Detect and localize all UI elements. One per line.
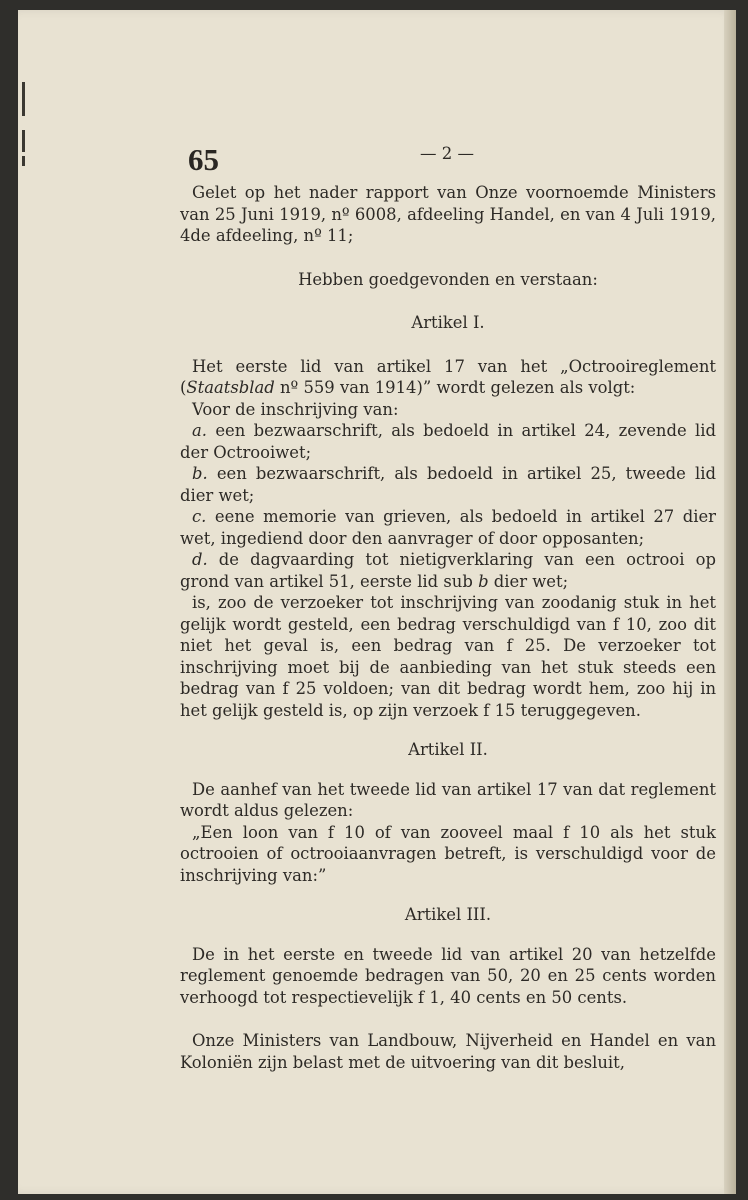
article-1-lead: Voor de inschrijving van:: [192, 399, 399, 419]
list-item-c: [180, 506, 716, 549]
article-1-body: is, zoo de verzoeker tot inschrijving van zoodanig stuk in het gelijk wordt gesteld, een bedrag verschuldigd van f 10, zoo dit niet het geval is, een bedrag van f 25. De verzoeker tot inschrijving moet bij de aanbieding van het stuk steeds een bedrag van f 25 voldoen; van dit bedrag wordt hem, zoo hij in het gelijk gesteld is, op zijn verzoek f 15 teruggegeven.: [180, 593, 716, 720]
article-3-title: Artikel III.: [404, 905, 492, 924]
closing-text: Onze Ministers van Landbouw, Nijverheid en Handel en van Koloniën zijn belast met de uitvoering van dit besluit,: [180, 1031, 716, 1072]
article-1-intro-start: Het eerste lid van artikel 17 van het „Octrooireglement (: [180, 356, 716, 397]
preamble: Gelet op het nader rapport van Onze voornoemde Ministers van 25 Juni 1919, nº 6008, afdeeling Handel, en van 4 Juli 1919, 4de afdeeling, nº 11;: [180, 183, 716, 245]
list-item-a: [180, 420, 716, 463]
document-page: [18, 10, 736, 1194]
item-text: een bezwaarschrift, als bedoeld in artikel 25, tweede lid dier wet;: [180, 464, 716, 505]
body-text: [180, 182, 716, 1073]
list-item-b: [180, 463, 716, 506]
staatsblad-italic: Staatsblad: [186, 378, 275, 397]
article-2-quote: „Een loon van f 10 of van zooveel maal f 10 als het stuk octrooien of octrooiaanvragen betreft, is verschuldigd voor de inschrijving van:”: [180, 822, 716, 885]
item-letter: d.: [192, 550, 208, 569]
decision: Hebben goedgevonden en verstaan:: [298, 269, 598, 289]
item-d-sub: b: [478, 571, 489, 591]
article-3-body: De in het eerste en tweede lid van artikel 20 van hetzelfde reglement genoemde bedragen van 50, 20 en 25 cents worden verhoogd tot respectievelijk f 1, 40 cents en 50 cents.: [180, 944, 716, 1007]
article-1-intro-rest: nº 559 van 1914)” wordt gelezen als volgt:: [274, 378, 636, 397]
item-text: eene memorie van grieven, als bedoeld in artikel 27 dier wet, ingediend door den aanvrager of door opposanten;: [180, 507, 716, 548]
item-letter: a.: [192, 421, 207, 440]
item-d-end: dier wet;: [488, 571, 569, 591]
article-2-intro: De aanhef van het tweede lid van artikel 17 van dat reglement wordt aldus gelezen:: [180, 779, 716, 820]
item-letter: b.: [192, 464, 208, 483]
article-2-title: Artikel II.: [408, 740, 488, 759]
list-item-d: [180, 549, 716, 592]
article-1-title: Artikel I.: [411, 313, 485, 332]
item-text: een bezwaarschrift, als bedoeld in artikel 24, zevende lid der Octrooiwet;: [180, 421, 716, 462]
folio-number: 65: [188, 142, 219, 177]
binding-mark: [22, 82, 25, 116]
item-text: de dagvaarding tot nietigverklaring van een octrooi op grond van artikel 51, eerste lid sub: [180, 550, 716, 591]
article-1-intro: [180, 356, 716, 399]
page-number: — 2 —: [420, 144, 474, 163]
binding-mark: [22, 130, 25, 152]
item-letter: c.: [192, 507, 207, 526]
page-edge: [724, 10, 736, 1194]
binding-mark: [22, 156, 25, 166]
